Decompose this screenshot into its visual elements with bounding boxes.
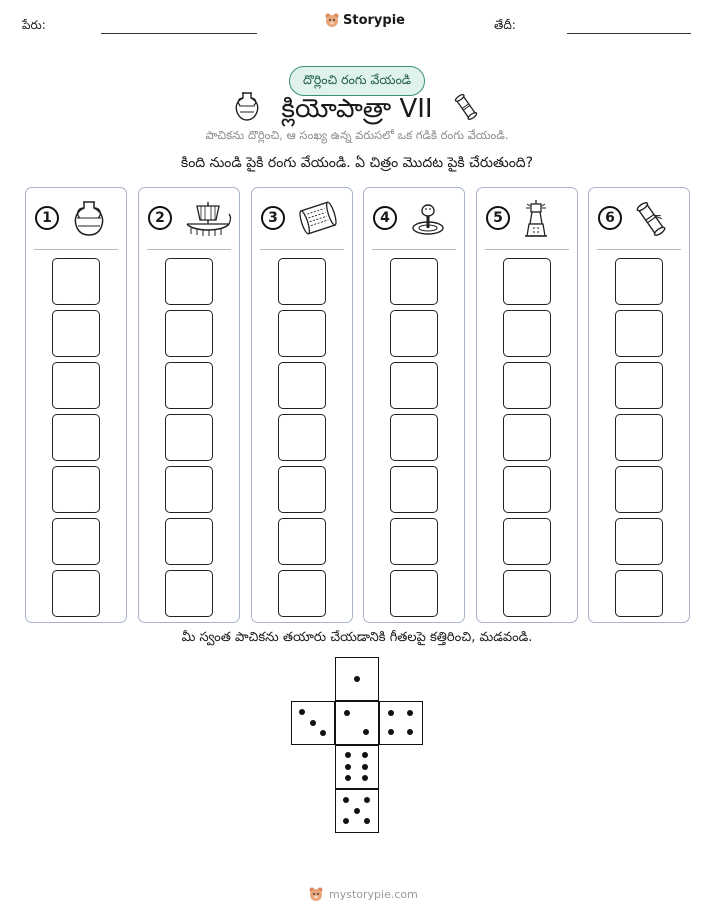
die-pip [320, 730, 326, 736]
color-square[interactable] [503, 258, 551, 305]
die-pip [345, 752, 351, 758]
date-label: తేదీ: [494, 18, 516, 32]
color-square[interactable] [503, 518, 551, 565]
color-square[interactable] [278, 258, 326, 305]
color-square[interactable] [615, 258, 663, 305]
color-square[interactable] [503, 466, 551, 513]
bear-icon [308, 886, 324, 902]
column-header [477, 188, 577, 250]
subtitle: పాచికను దొర్లించి, ఆ సంఖ్య ఉన్న వరుసలో ఒక గడికి రంగు వేయండి. [205, 128, 509, 142]
scroll-icon [633, 198, 669, 244]
color-square[interactable] [503, 414, 551, 461]
brand-name: Storypie [343, 12, 405, 28]
column-number: 6 [598, 206, 622, 230]
die-pip [388, 710, 394, 716]
die-pip [299, 709, 305, 715]
date-line[interactable] [567, 33, 691, 34]
color-square[interactable] [165, 310, 213, 357]
column-1 [25, 187, 127, 623]
color-square[interactable] [390, 310, 438, 357]
column-header [26, 188, 126, 250]
color-square[interactable] [278, 466, 326, 513]
page-title: క్లియోపాత్రా VII [281, 94, 433, 124]
color-square[interactable] [615, 414, 663, 461]
die-pip [364, 797, 370, 803]
cobra-icon [408, 198, 448, 242]
column-header [589, 188, 689, 250]
die-face-1 [335, 657, 379, 701]
die-pip [343, 797, 349, 803]
color-square[interactable] [52, 466, 100, 513]
color-square[interactable] [52, 362, 100, 409]
color-square[interactable] [615, 466, 663, 513]
color-square[interactable] [390, 518, 438, 565]
color-square[interactable] [52, 310, 100, 357]
color-square[interactable] [615, 362, 663, 409]
die-face-2 [335, 701, 379, 745]
color-square[interactable] [52, 258, 100, 305]
die-face-4 [379, 701, 423, 745]
color-square[interactable] [390, 414, 438, 461]
column-number: 2 [148, 206, 172, 230]
color-square[interactable] [52, 570, 100, 617]
die-pip [354, 808, 360, 814]
die-pip [364, 818, 370, 824]
color-square[interactable] [615, 518, 663, 565]
die-pip [362, 775, 368, 781]
column-6 [588, 187, 690, 623]
color-square[interactable] [165, 570, 213, 617]
lighthouse-icon [521, 198, 551, 244]
color-square[interactable] [52, 518, 100, 565]
die-pip [362, 764, 368, 770]
column-divider [372, 249, 456, 250]
die-pip [388, 729, 394, 735]
color-square[interactable] [52, 414, 100, 461]
column-divider [147, 249, 231, 250]
instruction: కింది నుండి పైకి రంగు వేయండి. ఏ చిత్రం మొదట పైకి చేరుతుంది? [180, 155, 534, 171]
die-pip [344, 710, 350, 716]
color-square[interactable] [390, 362, 438, 409]
die-pip [345, 764, 351, 770]
roll-and-color-badge: దొర్లించి రంగు వేయండి [289, 66, 425, 96]
color-square[interactable] [390, 258, 438, 305]
footer-url: mystorypie.com [329, 887, 418, 901]
column-header [364, 188, 464, 250]
ship-icon [183, 198, 233, 242]
column-header [139, 188, 239, 250]
column-number: 4 [373, 206, 397, 230]
color-square[interactable] [278, 518, 326, 565]
column-divider [597, 249, 681, 250]
die-pip [407, 710, 413, 716]
name-line[interactable] [101, 33, 257, 34]
color-square[interactable] [390, 466, 438, 513]
die-face-6 [335, 745, 379, 789]
die-pip [363, 729, 369, 735]
color-square[interactable] [165, 518, 213, 565]
color-square[interactable] [165, 258, 213, 305]
column-2 [138, 187, 240, 623]
die-pip [343, 818, 349, 824]
color-square[interactable] [503, 310, 551, 357]
color-square[interactable] [615, 570, 663, 617]
die-pip [345, 775, 351, 781]
bear-icon [324, 12, 340, 28]
color-square[interactable] [390, 570, 438, 617]
amphora-icon [70, 198, 108, 242]
color-square[interactable] [165, 362, 213, 409]
column-divider [260, 249, 344, 250]
column-number: 3 [261, 206, 285, 230]
scroll-icon [454, 92, 478, 122]
color-square[interactable] [503, 570, 551, 617]
die-pip [407, 729, 413, 735]
storypie-logo [324, 12, 405, 28]
color-square[interactable] [278, 310, 326, 357]
die-face-5 [335, 789, 379, 833]
name-label: పేరు: [22, 18, 46, 32]
color-square[interactable] [165, 466, 213, 513]
die-pip [354, 676, 360, 682]
footer [308, 886, 418, 902]
color-square[interactable] [165, 414, 213, 461]
color-square[interactable] [503, 362, 551, 409]
column-4 [363, 187, 465, 623]
column-divider [485, 249, 569, 250]
color-square[interactable] [278, 362, 326, 409]
cut-instruction: మీ స్వంత పాచికను తయారు చేయడానికి గీతలపై కత్తిరించి, మడవండి. [181, 630, 533, 645]
column-3 [251, 187, 353, 623]
color-square[interactable] [278, 570, 326, 617]
column-number: 1 [35, 206, 59, 230]
column-5 [476, 187, 578, 623]
column-number: 5 [486, 206, 510, 230]
column-divider [34, 249, 118, 250]
die-pip [310, 720, 316, 726]
papyrus-icon [296, 198, 340, 242]
column-header [252, 188, 352, 250]
color-square[interactable] [278, 414, 326, 461]
die-pip [362, 752, 368, 758]
color-square[interactable] [615, 310, 663, 357]
die-face-3 [291, 701, 335, 745]
